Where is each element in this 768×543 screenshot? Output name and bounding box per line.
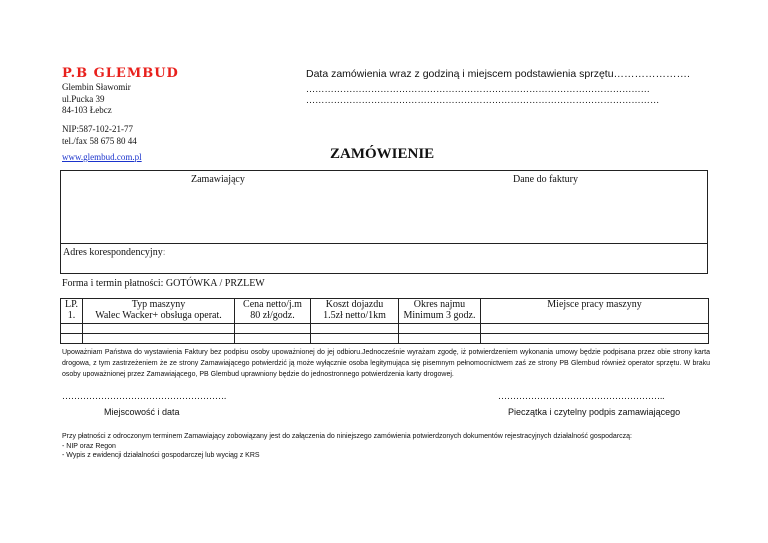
address-line: 84-103 Łebcz bbox=[62, 105, 112, 115]
place-date-line[interactable]: ………………………………………………. bbox=[62, 391, 227, 401]
table-cell[interactable] bbox=[311, 324, 399, 334]
company-address bbox=[62, 82, 131, 117]
signature-line[interactable]: ……………………………………………….. bbox=[498, 391, 665, 401]
table-cell[interactable] bbox=[399, 334, 481, 344]
table-cell[interactable] bbox=[311, 334, 399, 344]
table-cell: Koszt dojazdu 1.5zł netto/1km bbox=[311, 299, 399, 324]
table-row bbox=[61, 334, 709, 344]
table-cell[interactable] bbox=[61, 334, 83, 344]
document-title: ZAMÓWIENIE bbox=[330, 146, 435, 162]
machine-table bbox=[60, 298, 709, 344]
order-date-line-2[interactable]: …………………………………………………………………………………………………… bbox=[306, 95, 660, 105]
table-cell[interactable] bbox=[481, 334, 709, 344]
table-cell[interactable] bbox=[61, 324, 83, 334]
company-contact bbox=[62, 124, 137, 147]
footer-note bbox=[62, 432, 632, 461]
table-row bbox=[61, 299, 709, 324]
table-cell: Okres najmu Minimum 3 godz. bbox=[399, 299, 481, 324]
invoice-data-label: Dane do faktury bbox=[513, 174, 578, 185]
colon: : bbox=[162, 247, 166, 258]
table-cell[interactable] bbox=[399, 324, 481, 334]
phone-fax: tel./fax 58 675 80 44 bbox=[62, 135, 137, 146]
table-cell[interactable] bbox=[235, 334, 311, 344]
table-cell: Miejsce pracy maszyny bbox=[481, 299, 709, 324]
table-cell[interactable] bbox=[235, 324, 311, 334]
order-date-line-1[interactable]: ………………………………………………………………………………………………… bbox=[306, 84, 651, 94]
payment-terms: Forma i termin płatności: GOTÓWKA / PRZLEW bbox=[62, 278, 265, 289]
footer-line: - NIP oraz Regon bbox=[62, 442, 116, 450]
address-line: ul.Pucka 39 bbox=[62, 93, 105, 104]
table-cell: Cena netto/j.m 80 zł/godz. bbox=[235, 299, 311, 324]
address-line: Glembin Sławomir bbox=[62, 82, 131, 92]
correspondence-address-label: Adres korespondencyjny bbox=[63, 247, 163, 258]
divider bbox=[61, 243, 707, 244]
correspondence-address-field[interactable] bbox=[63, 247, 165, 258]
table-cell[interactable] bbox=[83, 334, 235, 344]
ordering-party-label: Zamawiający bbox=[191, 174, 245, 185]
footer-line: - Wypis z ewidencji działalności gospodarczej lub wyciąg z KRS bbox=[62, 452, 260, 459]
place-date-label: Miejscowość i data bbox=[104, 407, 180, 417]
table-cell[interactable] bbox=[83, 324, 235, 334]
website-link[interactable]: www.glembud.com.pl bbox=[62, 152, 142, 162]
customer-data-box bbox=[60, 170, 708, 274]
signature-label: Pieczątka i czytelny podpis zamawiającego bbox=[508, 407, 681, 417]
authorization-clause: Upoważniam Państwa do wystawienia Faktury bez podpisu osoby upoważnionej do jej odbioru.Jednocześnie wyrażam zgodę, iż potwierdzeniem wykonania umowy będzie podpisana przez obie strony karta drogowa, z tym zastrzeżeniem że ze strony Zamawiającego potwierdzić ją może wyłącznie osoba legitymująca się pisemnym pełnomocnictwem zaś ze strony PB Glembud również operator sprzętu. W braku osoby upoważnionej przez Zamawiającego, PB Glembud uprawniony będzie do jednostronnego potwierdzenia karty drogowej. bbox=[62, 349, 710, 378]
table-cell: LP. 1. bbox=[61, 299, 83, 324]
company-logo-text: P.B GLEMBUD bbox=[62, 66, 179, 81]
order-date-label: Data zamówienia wraz z godziną i miejscem podstawienia sprzętu…………………. bbox=[306, 68, 690, 80]
footer-line: Przy płatności z odroczonym terminem Zamawiający zobowiązany jest do załączenia do niniejszego zamówienia potwierdzonych dokumentów rejestracyjnych działalność gospodarczą: bbox=[62, 433, 632, 440]
table-cell: Typ maszyny Walec Wacker+ obsługa operat. bbox=[83, 299, 235, 324]
table-row bbox=[61, 324, 709, 334]
table-cell[interactable] bbox=[481, 324, 709, 334]
nip-number: NIP:587-102-21-77 bbox=[62, 124, 133, 134]
